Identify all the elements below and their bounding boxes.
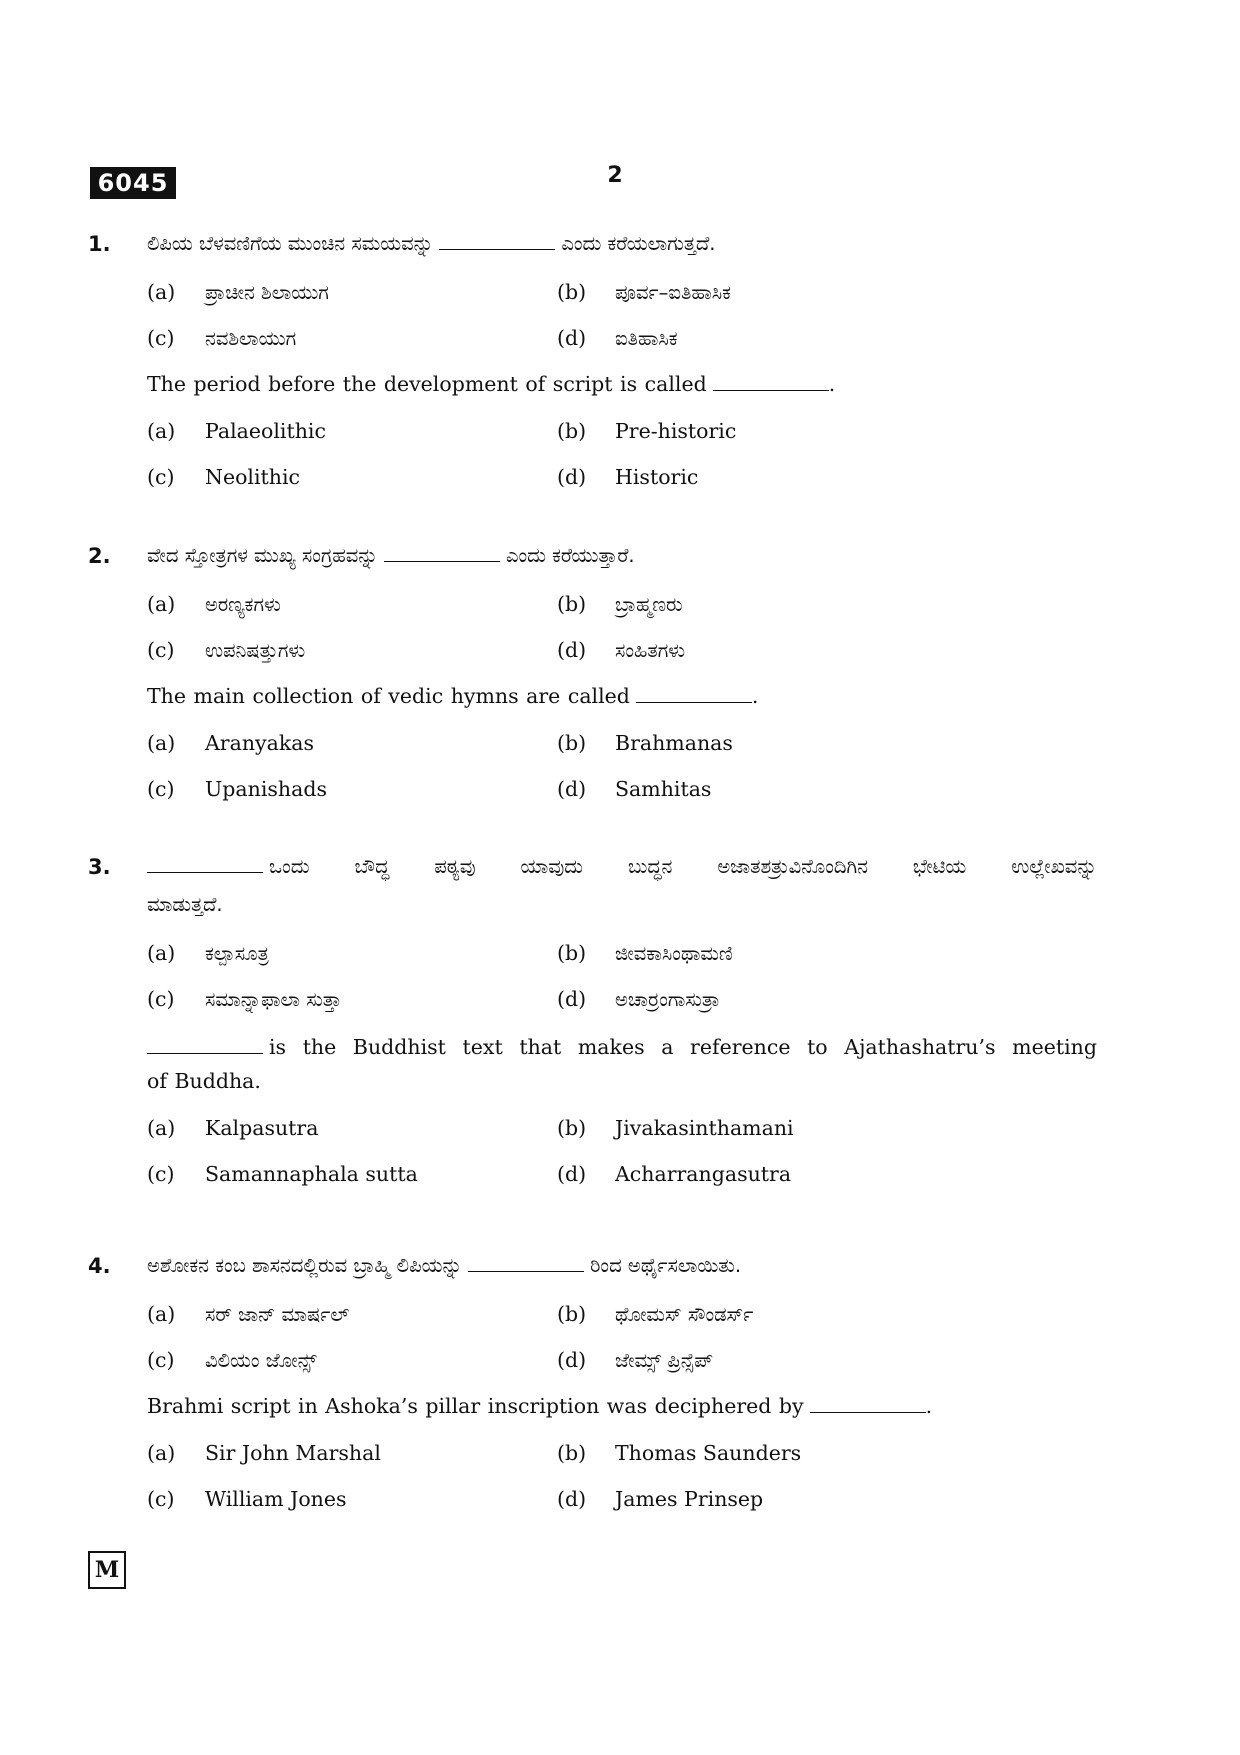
answer-blank <box>713 389 829 391</box>
option-text: ವಿಲಿಯಂ ಜೋನ್ಸ್ <box>205 1349 317 1372</box>
option-label: (a) <box>147 280 176 304</box>
option-text: ಸಂಹಿತಗಳು <box>615 639 686 662</box>
answer-blank <box>468 1270 584 1272</box>
option-text: Aranyakas <box>205 731 314 755</box>
question-text-part: ಅಶೋಕನ ಕಂಬ ಶಾಸನದಲ್ಲಿರುವ ಬ್ರಾಹ್ಮಿ ಲಿಪಿಯನ್ನು <box>147 1254 463 1277</box>
option-text: William Jones <box>205 1487 347 1511</box>
question-text-part: ರಿಂದ ಅರ್ಥೈಸಲಾಯಿತು. <box>590 1254 742 1277</box>
question-number: 2. <box>88 544 111 568</box>
option-text: Samhitas <box>615 777 712 801</box>
question-text-part: ವೇದ ಸ್ತೋತ್ರಗಳ ಮುಖ್ಯ ಸಂಗ್ರಹವನ್ನು <box>147 544 378 567</box>
question-text-english <box>147 1035 1097 1059</box>
option-item <box>147 1487 347 1511</box>
option-label: (b) <box>557 731 587 755</box>
option-text: Palaeolithic <box>205 419 326 443</box>
option-text: ನವಶಿಲಾಯುಗ <box>205 327 297 350</box>
option-item <box>557 419 736 443</box>
option-text: Acharrangasutra <box>615 1162 792 1186</box>
option-label: (d) <box>557 987 587 1011</box>
answer-blank <box>384 560 500 562</box>
option-item <box>147 638 305 662</box>
option-text: Jivakasinthamani <box>615 1116 794 1140</box>
paper-code-badge: 6045 <box>90 167 176 199</box>
option-label: (c) <box>147 1162 175 1186</box>
option-item <box>147 1302 349 1326</box>
question-number: 3. <box>88 855 111 879</box>
question-text-kannada <box>147 855 1097 878</box>
question-text-part: . <box>828 372 836 396</box>
option-label: (a) <box>147 592 176 616</box>
answer-blank <box>147 1052 263 1054</box>
option-item <box>557 1441 801 1465</box>
option-text: ಕಲ್ಪಾಸೂತ್ರ <box>205 942 269 965</box>
option-label: (c) <box>147 987 175 1011</box>
option-item <box>147 777 327 801</box>
option-item <box>557 987 720 1011</box>
option-text: Kalpasutra <box>205 1116 319 1140</box>
option-text: ಸರ್ ಜಾನ್ ಮಾರ್ಷಲ್ <box>205 1303 350 1326</box>
option-label: (d) <box>557 777 587 801</box>
answer-blank <box>439 248 555 250</box>
option-item <box>557 592 683 616</box>
option-item <box>147 987 342 1011</box>
question-text-part: . <box>751 684 759 708</box>
answer-blank <box>147 871 263 873</box>
option-item <box>557 326 677 350</box>
option-item <box>147 326 296 350</box>
question-number: 4. <box>88 1254 111 1278</box>
option-text: Sir John Marshal <box>205 1441 381 1465</box>
option-label: (a) <box>147 941 176 965</box>
question-text-part: ಎಂದು ಕರೆಯುತ್ತಾರೆ. <box>505 544 635 567</box>
option-item <box>557 1348 713 1372</box>
question-text-english <box>147 1394 1097 1418</box>
answer-blank <box>810 1411 926 1413</box>
option-text: James Prinsep <box>615 1487 764 1511</box>
option-text: ಅಚಾರ್ರಂಗಾಸುತ್ರಾ <box>615 988 720 1011</box>
option-item <box>147 280 329 304</box>
option-label: (d) <box>557 326 587 350</box>
option-item <box>147 1162 418 1186</box>
option-label: (a) <box>147 731 176 755</box>
option-item <box>557 1116 794 1140</box>
option-item <box>147 1348 317 1372</box>
option-label: (b) <box>557 1302 587 1326</box>
option-text: Brahmanas <box>615 731 733 755</box>
option-item <box>557 280 731 304</box>
option-label: (d) <box>557 465 587 489</box>
option-label: (a) <box>147 1302 176 1326</box>
option-text: Neolithic <box>205 465 301 489</box>
option-item <box>557 465 698 489</box>
option-label: (c) <box>147 638 175 662</box>
answer-blank <box>636 701 752 703</box>
option-item <box>557 1302 753 1326</box>
option-label: (b) <box>557 1116 587 1140</box>
option-text: ಉಪನಿಷತ್ತುಗಳು <box>205 639 306 662</box>
option-item <box>147 1116 318 1140</box>
option-item <box>147 1441 381 1465</box>
option-text: Upanishads <box>205 777 327 801</box>
question-text-part: ಲಿಪಿಯ ಬೆಳವಣಿಗೆಯ ಮುಂಚಿನ ಸಮಯವನ್ನು <box>147 232 434 255</box>
question-text-part: The period before the development of script is called <box>147 372 707 396</box>
question-text-part: ಎಂದು ಕರೆಯಲಾಗುತ್ತದೆ. <box>561 232 716 255</box>
option-label: (a) <box>147 1441 176 1465</box>
option-text: Thomas Saunders <box>615 1441 802 1465</box>
option-item <box>557 638 685 662</box>
option-item <box>557 731 733 755</box>
option-text: ಜೀವಕಾಸಿಂಥಾಮಣಿ <box>615 942 733 965</box>
option-item <box>557 1487 763 1511</box>
option-text: ಐತಿಹಾಸಿಕ <box>615 327 678 350</box>
question-text-kannada <box>147 1254 1097 1277</box>
option-text: ಅರಣ್ಯಕಗಳು <box>205 593 281 616</box>
option-text: ಬ್ರಾಹ್ಮಣರು <box>615 593 683 616</box>
question-text-part: is the Buddhist text that makes a reference to Ajathashatru’s meeting <box>269 1035 1097 1059</box>
question-text-english-cont: of Buddha. <box>147 1069 261 1093</box>
question-text-kannada <box>147 232 1097 255</box>
option-item <box>147 419 326 443</box>
question-text-kannada-cont: ಮಾಡುತ್ತದೆ. <box>147 893 223 916</box>
option-label: (b) <box>557 941 587 965</box>
option-text: ಪೂರ್ವ–ಐತಿಹಾಸಿಕ <box>615 281 731 304</box>
question-text-kannada <box>147 544 1097 567</box>
option-text: ಪ್ರಾಚೀನ ಶಿಲಾಯುಗ <box>205 281 329 304</box>
option-text: Pre-historic <box>615 419 737 443</box>
question-number: 1. <box>88 232 111 256</box>
option-text: ಜೇಮ್ಸ್ ಪ್ರಿನ್ಸೆಪ್ <box>615 1349 714 1372</box>
option-label: (b) <box>557 419 587 443</box>
footer-mark: M <box>88 1551 126 1589</box>
question-text-part: Brahmi script in Ashoka’s pillar inscription was deciphered by <box>147 1394 804 1418</box>
option-label: (c) <box>147 465 175 489</box>
option-label: (c) <box>147 1348 175 1372</box>
option-item <box>557 777 711 801</box>
option-item <box>147 941 269 965</box>
option-item <box>557 1162 791 1186</box>
option-label: (b) <box>557 592 587 616</box>
option-item <box>147 465 300 489</box>
option-label: (b) <box>557 1441 587 1465</box>
option-label: (d) <box>557 1348 587 1372</box>
option-text: ಥೋಮಸ್ ಸೌಂಡರ್ಸ್ <box>615 1303 754 1326</box>
question-text-part: The main collection of vedic hymns are called <box>147 684 630 708</box>
option-label: (d) <box>557 638 587 662</box>
option-label: (d) <box>557 1487 587 1511</box>
option-label: (a) <box>147 419 176 443</box>
option-item <box>147 731 314 755</box>
option-item <box>147 592 281 616</box>
question-text-part: . <box>925 1394 933 1418</box>
option-label: (c) <box>147 326 175 350</box>
question-text-english <box>147 684 1097 708</box>
page-number: 2 <box>607 163 623 188</box>
question-text-english <box>147 372 1097 396</box>
option-label: (d) <box>557 1162 587 1186</box>
option-text: ಸಮಾನ್ನಾಫಾಲಾ ಸುತ್ತಾ <box>205 988 342 1011</box>
option-text: Samannaphala sutta <box>205 1162 418 1186</box>
option-label: (c) <box>147 1487 175 1511</box>
option-label: (b) <box>557 280 587 304</box>
option-item <box>557 941 733 965</box>
option-label: (a) <box>147 1116 176 1140</box>
option-label: (c) <box>147 777 175 801</box>
question-text-part: ಒಂದು ಬೌದ್ಧ ಪಠ್ಯವು ಯಾವುದು ಬುದ್ಧನ ಅಜಾತಶತ್ರುವಿನೊಂದಿಗಿನ ಭೇಟಿಯ ಉಲ್ಲೇಖವನ್ನು <box>269 855 1097 878</box>
option-text: Historic <box>615 465 699 489</box>
